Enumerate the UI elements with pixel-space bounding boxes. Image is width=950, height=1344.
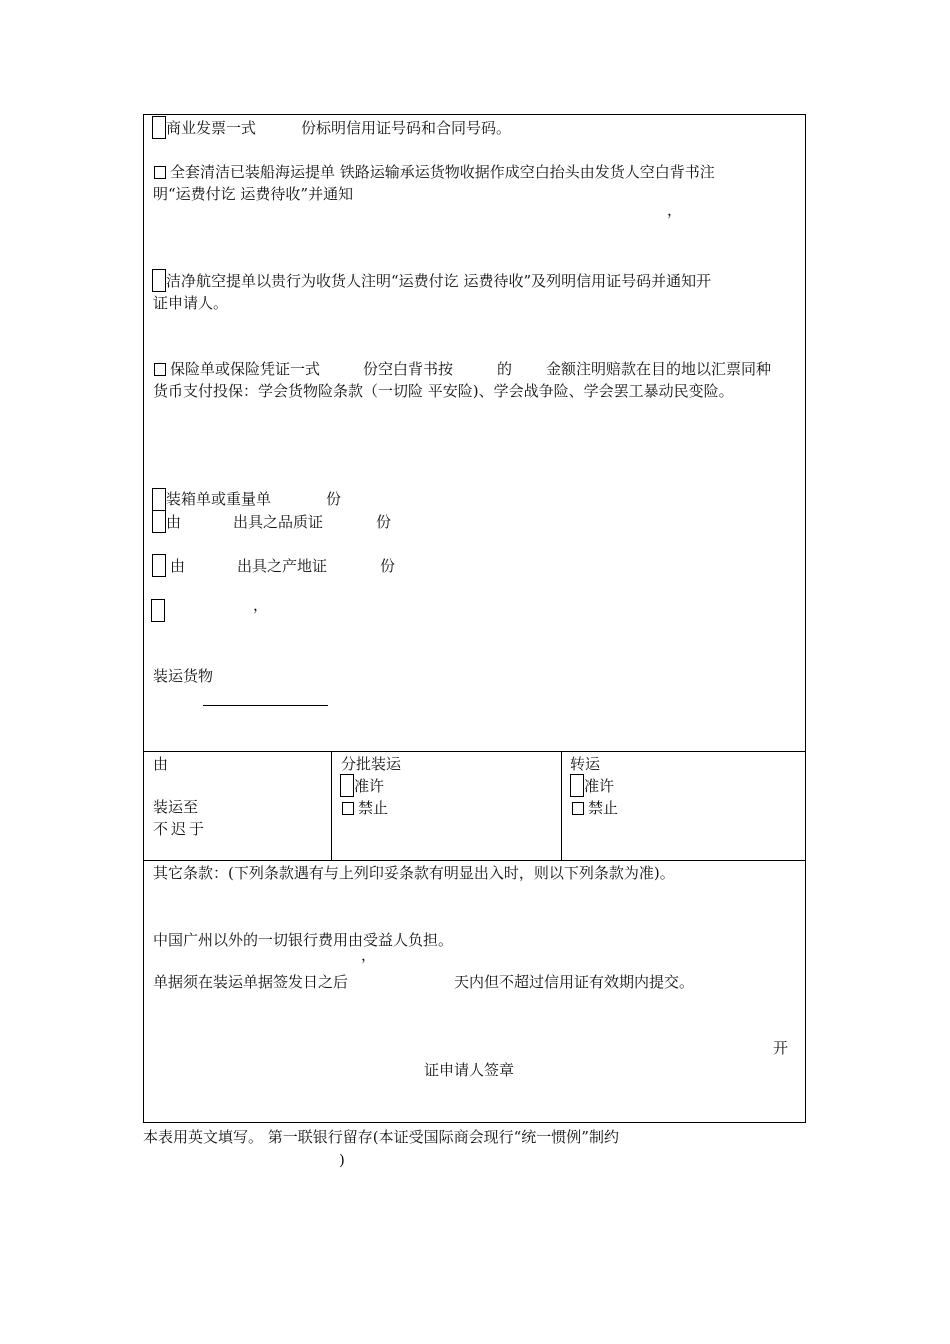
other-terms-title: 其它条款：(下列条款遇有与上列印妥条款有明显出入时，则以下列条款为准)。 bbox=[153, 864, 675, 882]
column-divider-1 bbox=[331, 751, 332, 861]
section-divider-shipment bbox=[143, 751, 806, 752]
air-waybill-line1: 洁净航空提单以贵行为收货人注明“运费付讫 运费待收”及列明信用证号码并通知开 bbox=[166, 272, 712, 290]
partial-allowed-label: 准许 bbox=[354, 777, 385, 795]
partial-prohibited-label: 禁止 bbox=[358, 799, 389, 817]
origin-cert-prefix: 由 bbox=[170, 557, 186, 575]
ship-from-label: 由 bbox=[153, 755, 169, 773]
insurance-line1-b: 份空白背书按 bbox=[363, 360, 454, 378]
goods-underline[interactable] bbox=[203, 705, 328, 706]
quality-cert-suffix: 份 bbox=[376, 513, 392, 531]
transship-allowed-label: 准许 bbox=[584, 777, 615, 795]
section-divider-terms bbox=[143, 860, 806, 861]
bill-of-lading-comma: ， bbox=[667, 201, 683, 219]
air-waybill-line2: 证申请人。 bbox=[153, 294, 229, 312]
quality-cert-checkbox[interactable] bbox=[152, 510, 166, 533]
form-border-bottom bbox=[143, 1122, 806, 1123]
origin-cert-suffix: 份 bbox=[380, 557, 396, 575]
applicant-signature-label: 证申请人签章 bbox=[424, 1061, 515, 1079]
transship-title: 转运 bbox=[570, 755, 601, 773]
invoice-suffix: 份标明信用证号码和合同号码。 bbox=[301, 119, 512, 137]
bank-charges-clause: 中国广州以外的一切银行费用由受益人负担。 bbox=[153, 931, 454, 949]
packing-list-suffix: 份 bbox=[326, 490, 342, 508]
packing-list-checkbox[interactable] bbox=[152, 488, 166, 511]
bill-of-lading-line1: 全套清洁已装船海运提单 铁路运输承运货物收据作成空白抬头由发货人空白背书注 bbox=[170, 163, 715, 181]
partial-prohibited-checkbox[interactable] bbox=[342, 802, 354, 815]
presentation-clause-a: 单据须在装运单据签发日之后 bbox=[153, 973, 349, 991]
footer-note-line1: 本表用英文填写。 第一联银行留存(本证受国际商会现行“统一惯例”制约 bbox=[143, 1128, 619, 1146]
quality-cert-label: 出具之品质证 bbox=[233, 513, 324, 531]
ship-to-label: 装运至 bbox=[153, 798, 199, 816]
origin-cert-label: 出具之产地证 bbox=[237, 557, 328, 575]
form-border-right bbox=[805, 114, 806, 1123]
footer-note-line2: ) bbox=[339, 1151, 345, 1169]
invoice-checkbox[interactable] bbox=[152, 116, 166, 139]
other-document-comma: ， bbox=[253, 596, 269, 614]
other-terms-comma: ， bbox=[361, 946, 377, 964]
latest-date-label: 不迟于 bbox=[153, 820, 208, 838]
origin-cert-checkbox[interactable] bbox=[152, 554, 166, 577]
bill-of-lading-line2: 明“运费付讫 运费待收”并通知 bbox=[153, 185, 354, 203]
quality-cert-prefix: 由 bbox=[166, 513, 182, 531]
invoice-label: 商业发票一式 bbox=[166, 119, 257, 137]
form-border-left bbox=[143, 114, 144, 1123]
air-waybill-checkbox[interactable] bbox=[152, 269, 166, 292]
presentation-clause-b: 天内但不超过信用证有效期内提交。 bbox=[454, 973, 695, 991]
insurance-line1-a: 保险单或保险凭证一式 bbox=[170, 360, 321, 378]
transship-allowed-checkbox[interactable] bbox=[570, 774, 584, 797]
transship-prohibited-checkbox[interactable] bbox=[572, 802, 584, 815]
packing-list-label: 装箱单或重量单 bbox=[166, 490, 272, 508]
applicant-signature-a: 开 bbox=[773, 1039, 789, 1057]
partial-shipment-title: 分批装运 bbox=[341, 755, 402, 773]
partial-allowed-checkbox[interactable] bbox=[340, 774, 354, 797]
column-divider-2 bbox=[561, 751, 562, 861]
goods-label: 装运货物 bbox=[153, 667, 214, 685]
insurance-checkbox[interactable] bbox=[154, 363, 166, 376]
insurance-line1-c: 的 bbox=[497, 360, 513, 378]
transship-prohibited-label: 禁止 bbox=[588, 799, 619, 817]
insurance-line2: 货币支付投保：学会货物险条款（一切险 平安险)、学会战争险、学会罢工暴动民变险。 bbox=[153, 382, 734, 400]
bill-of-lading-checkbox[interactable] bbox=[154, 166, 166, 179]
form-border-top bbox=[143, 114, 806, 115]
insurance-line1-d: 金额注明赔款在目的地以汇票同种 bbox=[546, 360, 772, 378]
other-document-checkbox[interactable] bbox=[151, 599, 165, 622]
